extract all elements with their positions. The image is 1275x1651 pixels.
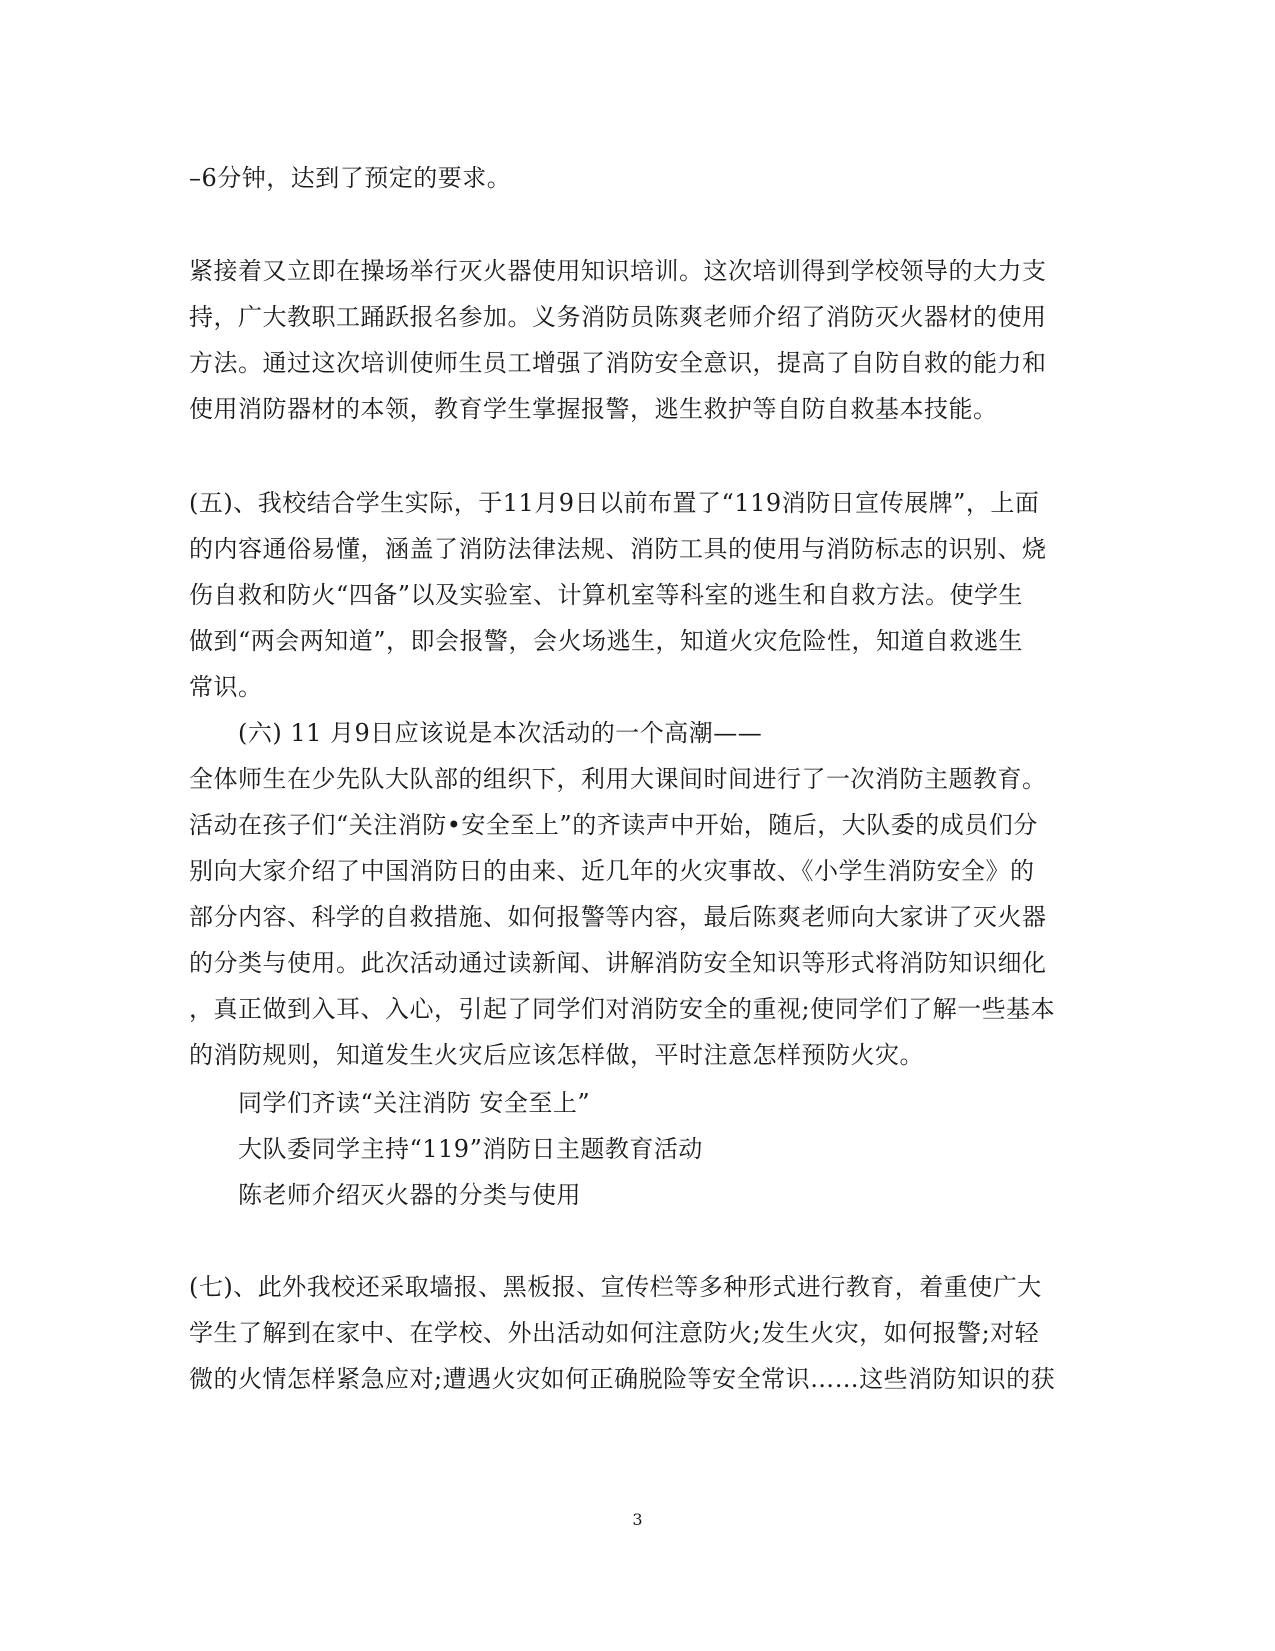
text-line: 常识。 xyxy=(189,673,263,701)
caption-line: 同学们齐读“关注消防 安全至上” xyxy=(238,1089,591,1117)
caption-line: 陈老师介绍灭火器的分类与使用 xyxy=(238,1181,581,1209)
text-line: 全体师生在少先队大队部的组织下，利用大课间时间进行了一次消防主题教育。 xyxy=(189,765,1047,793)
text-line: 的分类与使用。此次活动通过读新闻、讲解消防安全知识等形式将消防知识细化 xyxy=(189,949,1047,977)
text-line: (七)、此外我校还采取墙报、黑板报、宣传栏等多种形式进行教育，着重使广大 xyxy=(189,1273,1042,1301)
text-line: 紧接着又立即在操场举行灭火器使用知识培训。这次培训得到学校领导的大力支 xyxy=(189,257,1047,285)
caption-line: 大队委同学主持“119”消防日主题教育活动 xyxy=(238,1135,703,1163)
text-line: 部分内容、科学的自救措施、如何报警等内容，最后陈爽老师向大家讲了灭火器 xyxy=(189,903,1047,931)
text-line: ，真正做到入耳、入心，引起了同学们对消防安全的重视;使同学们了解一些基本 xyxy=(189,995,1056,1023)
text-line: 使用消防器材的本领，教育学生掌握报警，逃生救护等自防自救基本技能。 xyxy=(189,395,998,423)
page-number: 3 xyxy=(632,1510,643,1529)
text-line: –6分钟，达到了预定的要求。 xyxy=(189,164,512,192)
text-line: (五)、我校结合学生实际，于11月9日以前布置了“119消防日宣传展牌”，上面 xyxy=(189,489,1040,517)
text-line: 做到“两会两知道”，即会报警，会火场逃生，知道火灾危险性，知道自救逃生 xyxy=(189,627,1024,655)
text-line: (六) 11 月9日应该说是本次活动的一个高潮—— xyxy=(238,719,763,747)
text-line: 方法。通过这次培训使师生员工增强了消防安全意识，提高了自防自救的能力和 xyxy=(189,349,1047,377)
text-line: 的消防规则，知道发生火灾后应该怎样做，平时注意怎样预防火灾。 xyxy=(189,1041,924,1069)
text-line: 伤自救和防火“四备”以及实验室、计算机室等科室的逃生和自救方法。使学生 xyxy=(189,581,1024,609)
text-line: 的内容通俗易懂，涵盖了消防法律法规、消防工具的使用与消防标志的识别、烧 xyxy=(189,535,1047,563)
text-line: 活动在孩子们“关注消防•安全至上”的齐读声中开始，随后，大队委的成员们分 xyxy=(189,811,1038,839)
text-line: 别向大家介绍了中国消防日的由来、近几年的火灾事故、《小学生消防安全》的 xyxy=(189,857,1035,885)
text-line: 学生了解到在家中、在学校、外出活动如何注意防火;发生火灾，如何报警;对轻 xyxy=(189,1319,1040,1347)
text-line: 持，广大教职工踊跃报名参加。义务消防员陈爽老师介绍了消防灭火器材的使用 xyxy=(189,303,1047,331)
text-line: 微的火情怎样紧急应对;遭遇火灾如何正确脱险等安全常识……这些消防知识的获 xyxy=(189,1365,1056,1393)
